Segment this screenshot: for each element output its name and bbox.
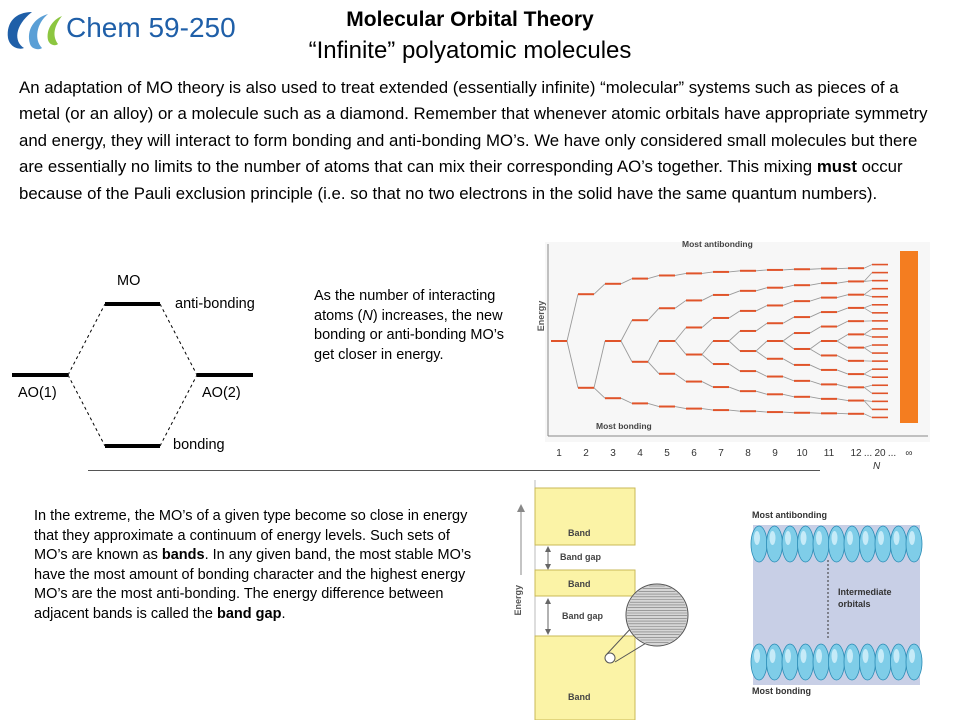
bonding-label: bonding: [173, 437, 225, 453]
bonding-lobe-highlight: [878, 649, 884, 663]
bonding-lobe-highlight: [770, 649, 776, 663]
antibonding-lobe: [751, 526, 767, 562]
antibonding-lobe-highlight: [770, 531, 776, 545]
bonding-lobe-highlight: [894, 649, 900, 663]
bonding-lobe: [906, 644, 922, 680]
x-tick-label: 1: [556, 448, 562, 459]
antibonding-lobe: [767, 526, 783, 562]
x-tick-label: 20: [874, 448, 886, 459]
n-variable: N: [362, 307, 373, 324]
x-tick-label: ...: [887, 448, 897, 459]
ao1-label: AO(1): [18, 385, 57, 401]
band-upper: [535, 488, 635, 545]
x-tick-label: 3: [610, 448, 616, 459]
x-tick-label: 9: [772, 448, 778, 459]
mo-diagram: [0, 260, 300, 465]
antibonding-lobe-highlight: [785, 531, 791, 545]
antibonding-lobe: [906, 526, 922, 562]
mo-connector: [810, 269, 821, 270]
bonding-lobe-highlight: [832, 649, 838, 663]
bonding-lobe-highlight: [863, 649, 869, 663]
bonding-lobe-highlight: [754, 649, 760, 663]
mo-lines: [12, 304, 253, 446]
band-orbital-picture: [745, 500, 935, 705]
bonding-lobe: [875, 644, 891, 680]
orbital-most-bonding-label: Most bonding: [752, 686, 811, 696]
antibonding-label: anti-bonding: [175, 296, 255, 312]
bonding-lobe-highlight: [909, 649, 915, 663]
antibonding-lobe-highlight: [909, 531, 915, 545]
x-tick-label: 5: [664, 448, 670, 459]
x-tick-label: 2: [583, 448, 589, 459]
antibonding-lobe-highlight: [754, 531, 760, 545]
bonding-lobe-highlight: [785, 649, 791, 663]
bonding-lobe: [782, 644, 798, 680]
logo-icon: [2, 8, 64, 52]
svg-text:Band: Band: [568, 528, 591, 538]
bonding-lobe: [829, 644, 845, 680]
ao2-label: AO(2): [202, 385, 241, 401]
bonding-lobe: [813, 644, 829, 680]
mo-connector: [810, 413, 821, 414]
bands-paragraph: In the extreme, the MO’s of a given type become so close in energy that they approximate a continuum of energy levels. Such sets of MO’s are known as bands. In any given band, the most stable MO’s have the most amount of bonding character and the highest energy MO’s are the most anti-bonding. The energy difference between adjacent bands is called the band gap.: [34, 508, 472, 622]
x-tick-label: 6: [691, 448, 697, 459]
band-middle: [535, 570, 635, 596]
slide-subtitle: “Infinite” polyatomic molecules: [308, 37, 632, 64]
antibonding-lobe-highlight: [894, 531, 900, 545]
bonding-lobe: [844, 644, 860, 680]
intro-paragraph: [19, 75, 944, 207]
antibonding-lobe: [875, 526, 891, 562]
band-energy-label: Energy: [513, 585, 523, 616]
svg-text:Band: Band: [568, 692, 591, 702]
band-gap-upper: [545, 546, 602, 570]
antibonding-lobe: [844, 526, 860, 562]
x-tick-label: 12: [850, 448, 862, 459]
course-title: Chem 59-250: [66, 12, 236, 43]
x-tick-label: 4: [637, 448, 643, 459]
mo-levels-chart: [530, 236, 930, 476]
bonding-lobe: [860, 644, 876, 680]
slide-title: Molecular Orbital Theory: [346, 8, 594, 31]
antibonding-lobe: [829, 526, 845, 562]
antibonding-lobe: [782, 526, 798, 562]
svg-text:Band: Band: [568, 579, 591, 589]
band-diagram: [505, 480, 705, 720]
x-tick-label: ∞: [905, 448, 913, 459]
x-tick-label: 10: [796, 448, 808, 459]
antibonding-lobe-highlight: [863, 531, 869, 545]
antibonding-lobe-highlight: [878, 531, 884, 545]
most-antibonding-label: Most antibonding: [682, 239, 753, 249]
x-tick-label: 8: [745, 448, 751, 459]
bonding-lobe-highlight: [847, 649, 853, 663]
mo-label: MO: [117, 273, 141, 289]
antibonding-lobe-highlight: [847, 531, 853, 545]
intermediate-orbitals-label-2: orbitals: [838, 599, 871, 609]
svg-text:Band gap: Band gap: [560, 552, 602, 562]
band-gap-lower: [545, 598, 604, 635]
antibonding-lobe-highlight: [832, 531, 838, 545]
bonding-lobe-highlight: [816, 649, 822, 663]
most-bonding-label: Most bonding: [596, 421, 652, 431]
bands-term: bands: [161, 547, 205, 563]
orbital-most-antibonding-label: Most antibonding: [752, 510, 827, 520]
bonding-lobe: [767, 644, 783, 680]
intermediate-orbitals-label-1: Intermediate: [838, 587, 892, 597]
intro-text-1: An adaptation of MO theory is also used to treat extended (essentially infinite) “molecular” systems such as pieces of a metal (or an alloy) or a molecule such as a diamond. Remember that whenever atomic orbitals have appropriate symmetry and energy, they will interact to form bonding and anti-bonding MO’s. We have only considered small molecules but there are essentially no limits to the number of atoms that can mix their corresponding AO’s together. This mixing: [19, 78, 928, 177]
band-lower: [535, 636, 635, 720]
x-tick-label: ...: [863, 448, 873, 459]
antibonding-lobe-highlight: [816, 531, 822, 545]
antibonding-lobe: [891, 526, 907, 562]
bonding-lobe: [891, 644, 907, 680]
x-tick-label: 11: [823, 448, 835, 459]
bonding-lobe-highlight: [801, 649, 807, 663]
band-gap-term: band gap: [217, 605, 282, 622]
energy-axis-label: Energy: [536, 300, 546, 332]
antibonding-lobe: [798, 526, 814, 562]
svg-text:Band gap: Band gap: [562, 611, 604, 621]
antibonding-lobe-highlight: [801, 531, 807, 545]
intro-text-2: occur because of the Pauli exclusion principle (i.e. so that no two electrons in the solid have the same quantum numbers).: [19, 157, 903, 203]
continuum-band: [900, 251, 918, 423]
antibonding-lobe: [813, 526, 829, 562]
section-divider: [88, 470, 820, 471]
intro-emphasis-must: must: [816, 157, 857, 177]
n-axis-label: N: [873, 461, 881, 472]
bonding-lobe: [751, 644, 767, 680]
bonding-lobe: [798, 644, 814, 680]
mo-spacing-note: As the number of interacting atoms (N) increases, the new bonding or anti-bonding MO’s get closer in energy.: [314, 288, 504, 363]
x-tick-label: 7: [718, 448, 724, 459]
antibonding-lobe: [860, 526, 876, 562]
